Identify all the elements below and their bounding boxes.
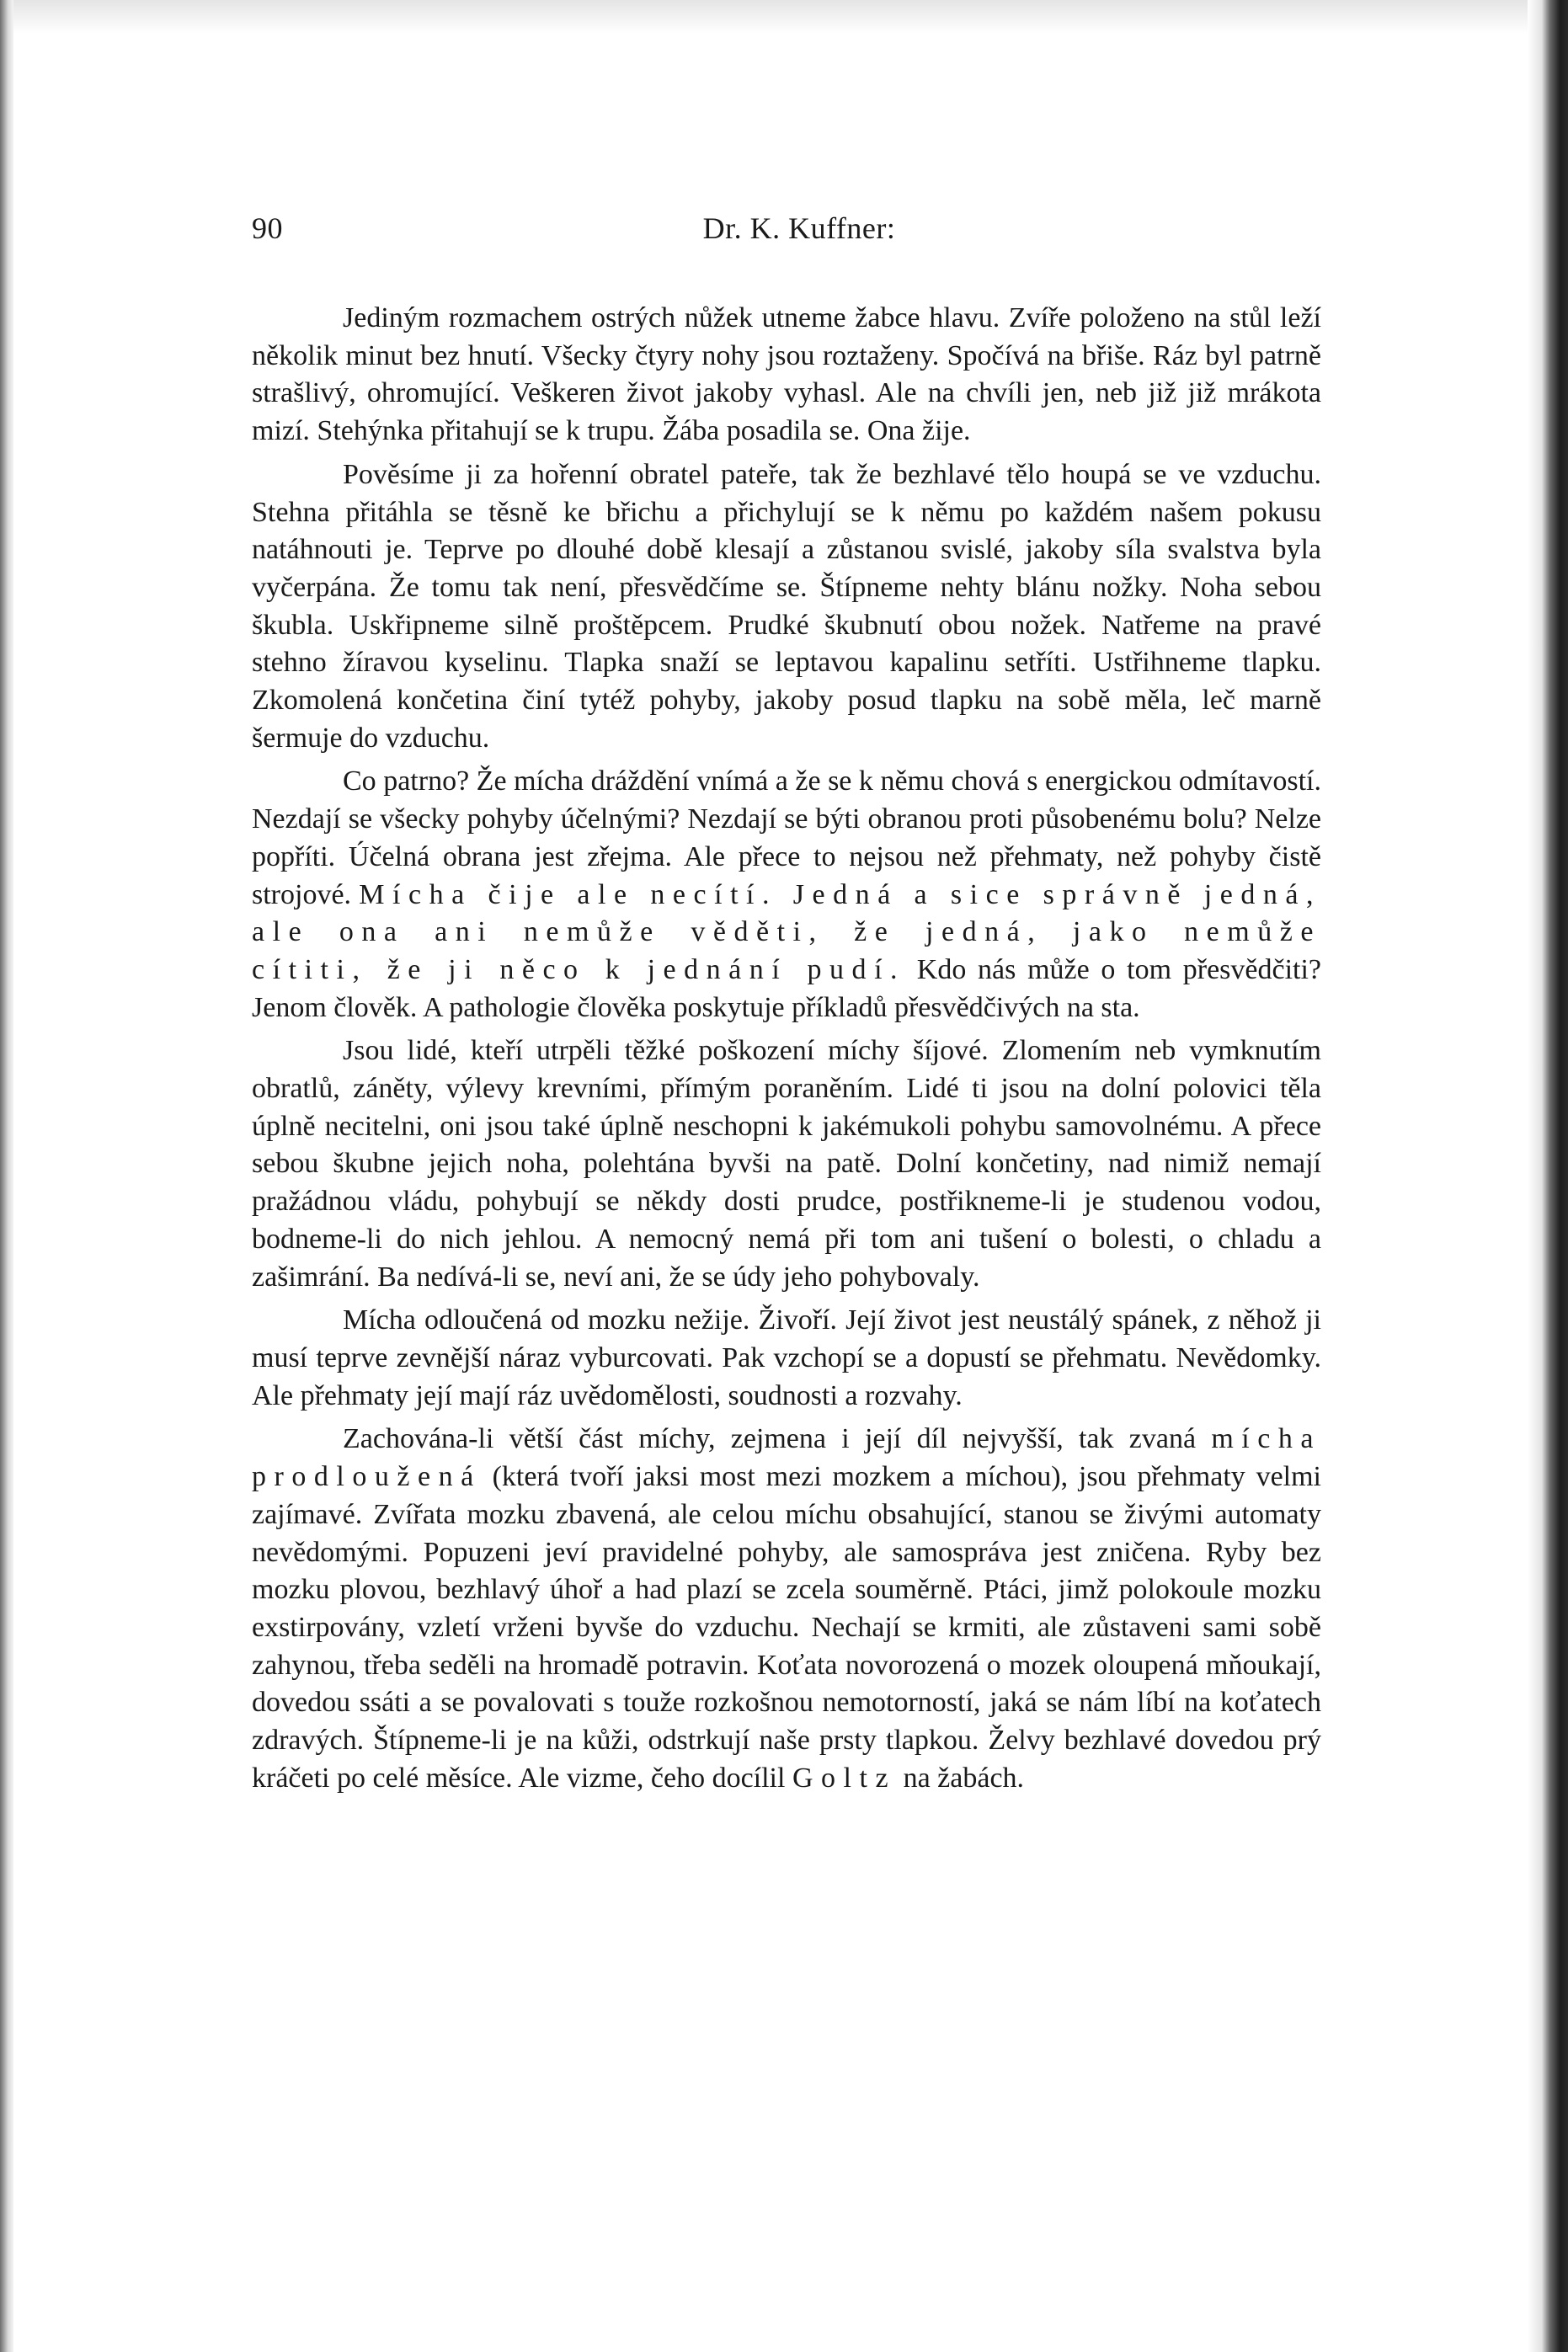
text-run: Co patrno? Že mícha dráždění vnímá a že se k němu chová s energickou odmítavostí. Nezdají se všecky pohyby účelnými? Nezdají se býti obranou proti působenému bolu? Nelze popříti. Účelná obrana jest zřejma. Ale přece to nejsou než přehmaty, než pohyby čistě strojové. xyxy=(252,765,1321,910)
text-run: Mícha odloučená od mozku nežije. Živoří. Její život jest neustálý spánek, z něhož ji musí teprve zevnější náraz vyburcovati. Pak vzchopí se a dopustí se přehmatu. Nevědomky. Ale přehmaty její mají ráz uvědomělosti, soudnosti a rozvahy. xyxy=(252,1304,1321,1411)
text-run: Jediným rozmachem ostrých nůžek utneme žabce hlavu. Zvíře položeno na stůl leží několik minut bez hnutí. Všecky čtyry nohy jsou roztaženy. Spočívá na břiše. Ráz byl patrně strašlivý, ohromující. Veškeren život jakoby vyhasl. Ale na chvíli jen, neb již již mrákota mizí. Stehýnka přitahují se k trupu. Žába posadila se. Ona žije. xyxy=(252,302,1321,447)
text-run: Kdo nás může o tom přesvědčiti? Jenom člověk. A pathologie člověka poskytuje příkladů přesvědčivých na sta. xyxy=(252,953,1321,1023)
paragraph-4 xyxy=(252,1032,1321,1296)
book-page xyxy=(252,211,1321,1803)
page-header xyxy=(252,211,1321,258)
text-run: Zachována-li větší část míchy, zejmena i její díl nejvyšší, tak zvaná xyxy=(343,1423,1212,1455)
page-number: 90 xyxy=(252,211,283,245)
emphasized-spaced-text: Mícha čije ale necítí. Jedná a sice správně jedná, ale ona ani nemůže věděti, že jedná, jako nemůže cítiti, že ji něco k jednání pudí. xyxy=(252,878,1321,985)
emphasized-spaced-text: mícha prodloužená xyxy=(252,1423,1321,1493)
scan-binding-edge xyxy=(1528,0,1568,2352)
body-text xyxy=(252,300,1321,1797)
emphasized-spaced-text: Goltz xyxy=(792,1762,897,1794)
running-head: Dr. K. Kuffner: xyxy=(702,211,896,245)
paragraph-2 xyxy=(252,456,1321,758)
scan-shadow-left xyxy=(0,0,13,2352)
paragraph-6 xyxy=(252,1421,1321,1797)
text-run: (která tvoří jaksi most mezi mozkem a míchou), jsou přehmaty velmi zajímavé. Zvířata mozku zbavená, ale celou míchu obsahující, stanou se živými automaty nevědomými. Popuzeni jeví pravidelné pohyby, ale samospráva jest zničena. Ryby bez mozku plovou, bezhlavý úhoř a had plazí se zcela souměrně. Ptáci, jimž polokoule mozku exstirpovány, vzletí vrženi byvše do vzduchu. Nechají se krmiti, ale zůstaveni sami sobě zahynou, třeba seděli na hromadě potravin. Koťata novorozená o mozek oloupená mňoukají, dovedou ssáti a se povalovati s touže rozkošnou nemotorností, jaká se nám líbí na koťatech zdravých. Štípneme-li je na kůži, odstrkují naše prsty tlapkou. Želvy bezhlavé dovedou prý kráčeti po celé měsíce. Ale vizme, čeho docílil xyxy=(252,1461,1321,1794)
text-run: na žabách. xyxy=(896,1762,1025,1794)
text-run: Pověsíme ji za hořenní obratel pateře, tak že bezhlavé tělo houpá se ve vzduchu. Stehna přitáhla se těsně ke břichu a přichylují se k němu po každém našem pokusu natáhnouti je. Teprve po dlouhé době klesají a zůstanou svislé, jakoby síla svalstva byla vyčerpána. Že tomu tak není, přesvědčíme se. Štípneme nehty blánu nožky. Noha sebou škubla. Uskřipneme silně proštěpcem. Prudké škubnutí obou nožek. Natřeme na pravé stehno žíravou kyselinu. Tlapka snaží se leptavou kapalinu setříti. Ustřihneme tlapku. Zkomolená končetina činí tytéž pohyby, jakoby posud tlapku na sobě měla, leč marně šermuje do vzduchu. xyxy=(252,458,1321,754)
paragraph-5 xyxy=(252,1302,1321,1415)
paragraph-1 xyxy=(252,300,1321,451)
scan-shadow-top xyxy=(0,0,1568,34)
paragraph-3 xyxy=(252,763,1321,1027)
text-run: Jsou lidé, kteří utrpěli těžké poškození míchy šíjové. Zlomením neb vymknutím obratlů, záněty, výlevy krevními, přímým poraněním. Lidé ti jsou na dolní polovici těla úplně necitelni, oni jsou také úplně neschopni k jakémukoli pohybu samovolnému. A přece sebou škubne jejich noha, polehtána byvši na patě. Dolní končetiny, nad nimiž nemají pražádnou vládu, pohybují se někdy dosti prudce, postřikneme-li je studenou vodou, bodneme-li do nich jehlou. A nemocný nemá při tom ani tušení o bolesti, o chladu a zašimrání. Ba nedívá-li se, neví ani, že se údy jeho pohybovaly. xyxy=(252,1035,1321,1293)
